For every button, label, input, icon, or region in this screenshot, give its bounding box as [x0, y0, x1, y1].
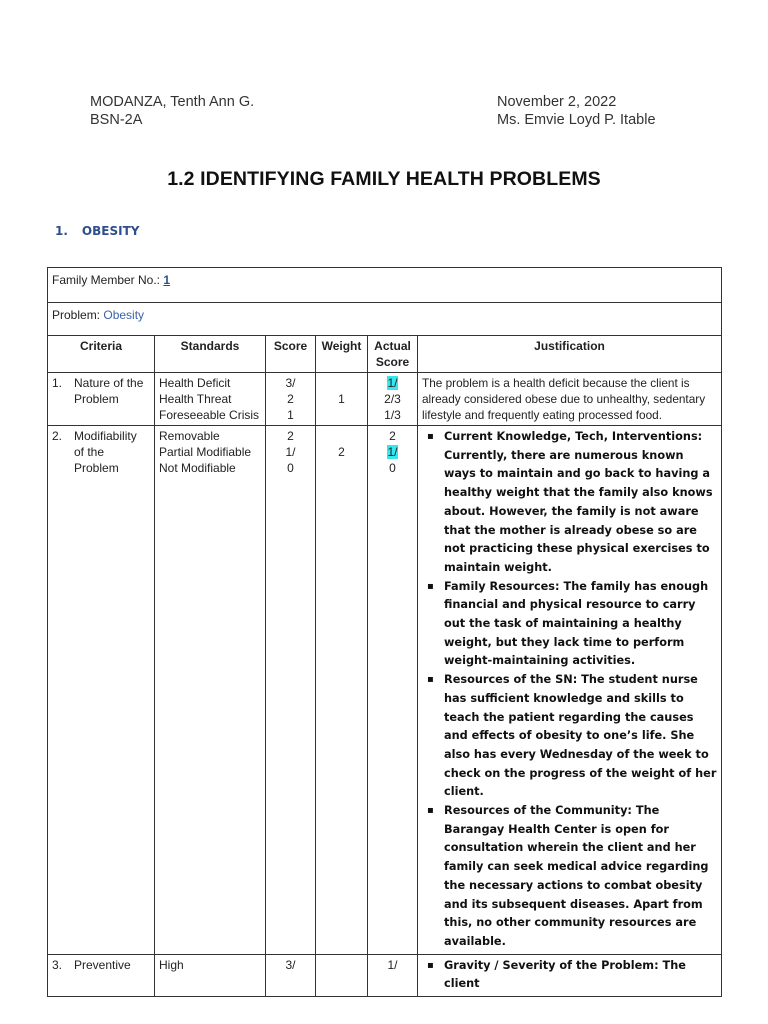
standard-item: Not Modifiable [159, 461, 236, 475]
table-row [48, 426, 722, 955]
justification-cell [418, 426, 722, 955]
score-item: 1 [287, 408, 294, 422]
criteria-cell [48, 373, 155, 426]
document-title: 1.2 IDENTIFYING FAMILY HEALTH PROBLEMS [167, 168, 601, 190]
standards-cell [155, 373, 266, 426]
family-member-link[interactable]: 1 [163, 273, 171, 287]
justification-cell [418, 954, 722, 996]
standard-item: Removable [159, 429, 220, 443]
criteria-label: Nature of the Problem [74, 376, 144, 406]
score-item: 3/ [285, 376, 296, 390]
actual-score-item: 2/3 [384, 392, 401, 406]
score-item: 2 [287, 392, 294, 406]
actual-score-item: 0 [389, 461, 396, 475]
standard-item: High [159, 957, 184, 972]
justification-list [422, 428, 717, 952]
criteria-label: Modifiability of the Problem [74, 429, 137, 475]
table-row [48, 373, 722, 426]
standard-item: Partial Modifiable [159, 445, 252, 459]
justification-list [422, 957, 717, 994]
justification-bullet: ▪ Resources of the SN: The student nurse has sufficient knowledge and skills to teach the patient regarding the causes and effects of obesity to one’s life. She also has every Wednesday of the week to check on the progress of the weight of her client. [444, 671, 717, 802]
table-row [48, 954, 722, 996]
score-item: 0 [287, 461, 294, 475]
family-member-label: Family Member No.: [52, 273, 161, 287]
date-info [497, 93, 656, 129]
standard-item: Health Threat [159, 392, 232, 406]
score-item: 3/ [285, 957, 296, 972]
actual-score-item: 1/ [387, 957, 398, 972]
actual-score-highlighted: 1/ [387, 376, 398, 390]
standard-item: Health Deficit [159, 376, 231, 390]
score-cell [266, 954, 316, 996]
column-header: Standards [155, 336, 266, 373]
criteria-cell [48, 426, 155, 955]
subsection-label: OBESITY [81, 224, 140, 238]
family-health-table [47, 267, 722, 997]
justification-bullet: ▪ Current Knowledge, Tech, Interventions: Currently, there are numerous known ways to maintain and go back to having a healthy weight that the family also knows about. However, the family is not aware that the mother is already obese so are not practicing these physical exercises to maintain weight. [444, 428, 717, 578]
column-header: Weight [316, 336, 368, 373]
score-item: 1/ [285, 445, 296, 459]
criteria-number: 2. [52, 429, 63, 443]
column-header: Justification [418, 336, 722, 373]
document-date: November 2, 2022 [497, 94, 617, 110]
family-member-row [48, 268, 722, 303]
column-header: Score [266, 336, 316, 373]
table-header-row [48, 336, 722, 373]
score-cell [266, 373, 316, 426]
column-header: Criteria [48, 336, 155, 373]
problem-label: Problem: [52, 308, 101, 322]
standards-cell [155, 426, 266, 955]
weight-cell [316, 954, 368, 996]
standards-cell [155, 954, 266, 996]
student-section: BSN-2A [90, 112, 143, 128]
column-header: Actual Score [368, 336, 418, 373]
student-info [90, 93, 254, 129]
subsection-heading [55, 224, 139, 238]
actual-score-cell [368, 373, 418, 426]
weight-cell: 1 [316, 373, 368, 426]
criteria-number: 3. [52, 957, 63, 972]
actual-score-highlighted: 1/ [387, 445, 398, 459]
score-cell [266, 426, 316, 955]
justification-bullet: ▪ Resources of the Community: The Barangay Health Center is open for consultation wherein the client and her family can seek medical advice regarding the necessary actions to combat obesity and its subsequent diseases. Apart from this, no other community resources are available. [444, 802, 717, 952]
weight-cell: 2 [316, 426, 368, 955]
standard-item: Foreseeable Crisis [159, 408, 260, 422]
justification-bullet: ▪ Gravity / Severity of the Problem: The client [444, 957, 717, 994]
subsection-number: 1. [55, 224, 68, 238]
problem-row [48, 303, 722, 336]
criteria-number: 1. [52, 376, 63, 390]
actual-score-item: 1/3 [384, 408, 401, 422]
instructor-name: Ms. Emvie Loyd P. Itable [497, 112, 656, 128]
criteria-cell [48, 954, 155, 996]
criteria-label: Preventive [74, 957, 131, 972]
actual-score-cell [368, 426, 418, 955]
justification-bullet: ▪ Family Resources: The family has enough financial and physical resource to carry out the task of maintaining a healthy weight, but they lack time to perform weight-maintaining activities. [444, 578, 717, 672]
actual-score-item: 2 [389, 429, 396, 443]
problem-value: Obesity [103, 308, 145, 322]
score-item: 2 [287, 429, 294, 443]
justification-cell: The problem is a health deficit because the client is already considered obese due to unhealthy, sedentary lifestyle and frequently eating processed food. [418, 373, 722, 426]
actual-score-cell [368, 954, 418, 996]
student-name: MODANZA, Tenth Ann G. [90, 94, 255, 110]
